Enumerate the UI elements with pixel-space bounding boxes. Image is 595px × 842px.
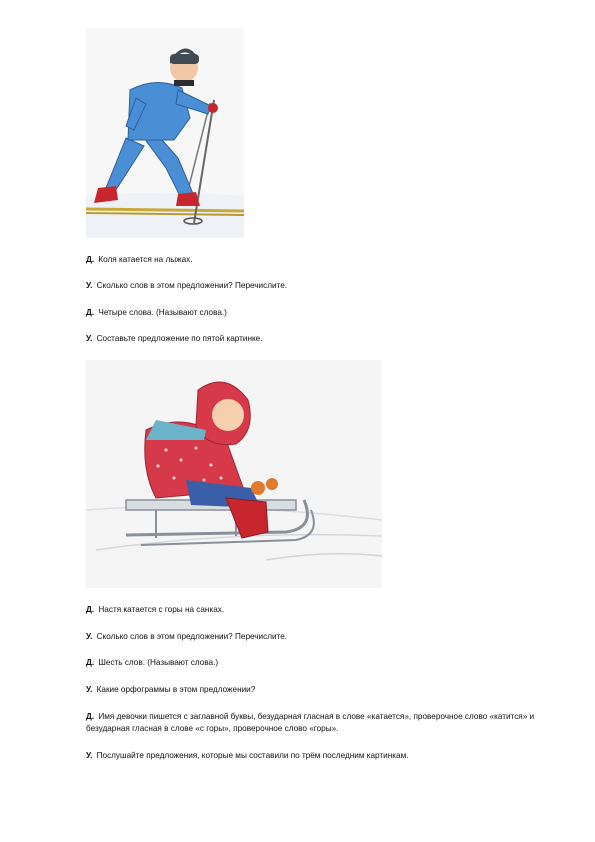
line-text: Какие орфограммы в этом предложении?: [96, 685, 256, 694]
dialogue-line-9: [86, 711, 566, 735]
dialogue-line-2: [86, 280, 566, 292]
line-text: Сколько слов в этом предложении? Перечислите.: [96, 632, 288, 641]
speaker-label: Д.: [86, 308, 95, 317]
speaker-label: Д.: [86, 712, 95, 721]
dialogue-line-8: [86, 684, 566, 696]
sledding-girl-illustration: [86, 360, 382, 588]
line-text: Послушайте предложения, которые мы составили по трём последним картинкам.: [96, 751, 409, 760]
dialogue-line-6: [86, 631, 566, 643]
dialogue-line-10: [86, 750, 566, 762]
dialogue-line-3: [86, 307, 566, 319]
speaker-label: У.: [86, 334, 93, 343]
speaker-label: У.: [86, 685, 93, 694]
speaker-label: Д.: [86, 658, 95, 667]
line-text: Шесть слов. (Называют слова.): [98, 658, 219, 667]
line-text: Составьте предложение по пятой картинке.: [96, 334, 263, 343]
line-text: Коля катается на лыжах.: [98, 255, 193, 264]
skier-drawing: [86, 28, 244, 238]
dialogue-line-1: [86, 254, 566, 266]
line-text: Настя катается с горы на санках.: [98, 605, 225, 614]
dialogue-line-7: [86, 657, 566, 669]
sledding-drawing: [86, 360, 382, 588]
speaker-label: У.: [86, 751, 93, 760]
speaker-label: Д.: [86, 255, 95, 264]
dialogue-line-5: [86, 604, 566, 616]
speaker-label: У.: [86, 632, 93, 641]
line-text: Сколько слов в этом предложении? Перечислите.: [96, 281, 288, 290]
skier-illustration: [86, 28, 244, 238]
speaker-label: Д.: [86, 605, 95, 614]
line-text: Имя девочки пишется с заглавной буквы, безударная гласная в слове «катается», проверочное слово «катится» и безударная гласная в слове «с горы», проверочное слово «горы».: [86, 712, 535, 733]
line-text: Четыре слова. (Называют слова.): [98, 308, 227, 317]
dialogue-line-4: [86, 333, 566, 345]
speaker-label: У.: [86, 281, 93, 290]
